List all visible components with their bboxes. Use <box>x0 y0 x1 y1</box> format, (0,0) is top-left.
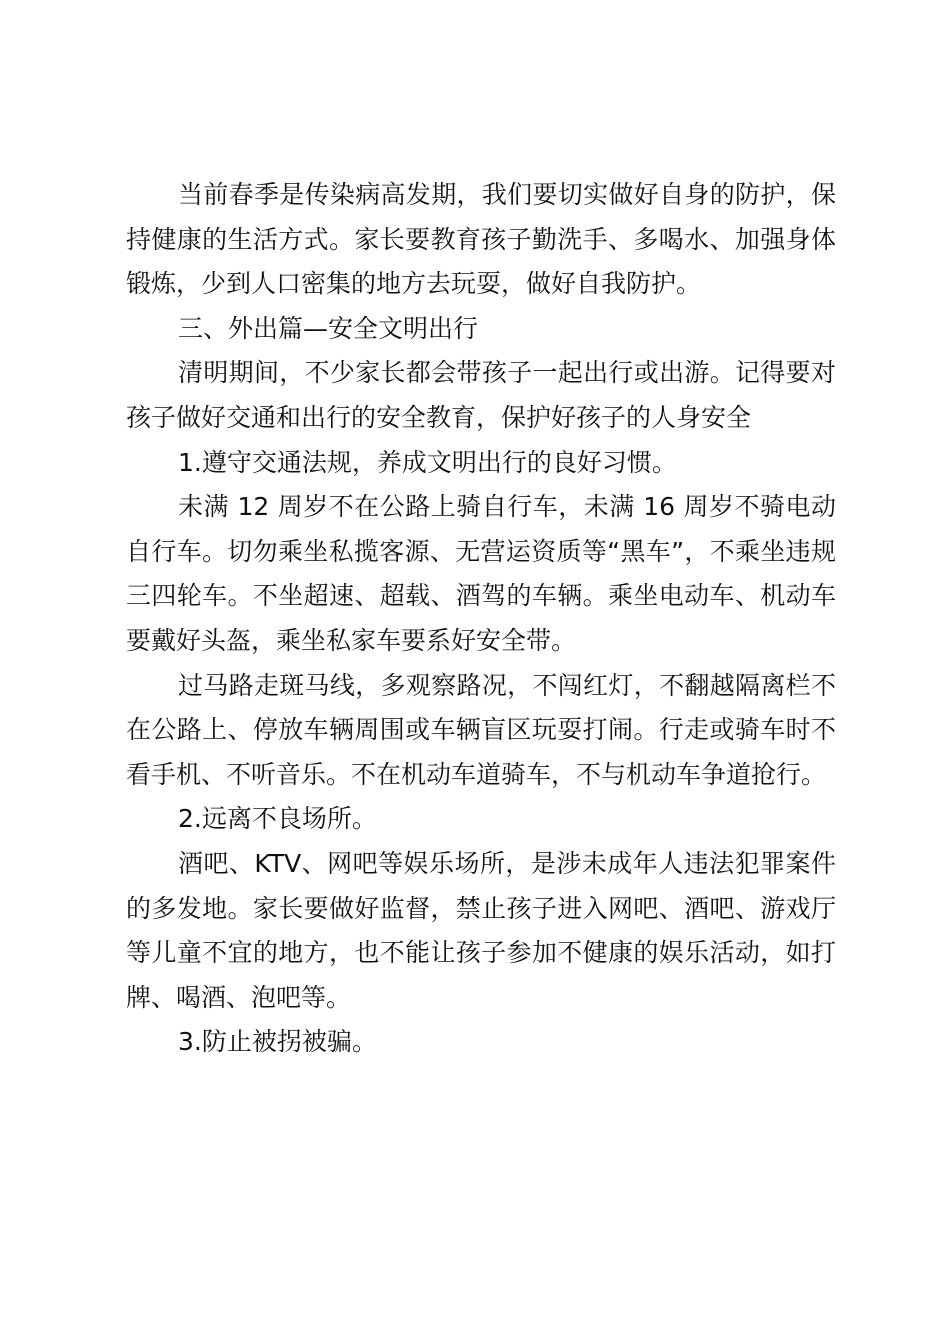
item-heading-anti-abduction: 3.防止被拐被骗。 <box>178 1027 377 1057</box>
paragraph-qingming-travel: 清明期间，不少家长都会带孩子一起出行或出游。记得要对孩子做好交通和出行的安全教育，保护好孩子的人身安全 <box>126 358 836 432</box>
paragraph-cycling-age-rules: 未满 12 周岁不在公路上骑自行车，未满 16 周岁不骑电动自行车。切勿乘坐私揽客源、无营运资质等“黑车”，不乘坐违规三四轮车。不坐超速、超载、酒驾的车辆。乘坐电动车、机动车要戴好头盔，乘坐私家车要系好安全带。 <box>126 492 836 655</box>
paragraph-entertainment-venues: 酒吧、KTV、网吧等娱乐场所，是涉未成年人违法犯罪案件的多发地。家长要做好监督，禁止孩子进入网吧、酒吧、游戏厅等儿童不宜的地方，也不能让孩子参加不健康的娱乐活动，如打牌、喝酒、泡吧等。 <box>126 848 836 1012</box>
item-heading-traffic-rules: 1.遵守交通法规，养成文明出行的良好习惯。 <box>178 447 677 477</box>
paragraph-road-crossing: 过马路走斑马线，多观察路况，不闯红灯，不翻越隔离栏不在公路上、停放车辆周围或车辆盲区玩耍打闹。行走或骑车时不看手机、不听音乐。不在机动车道骑车，不与机动车争道抢行。 <box>126 670 836 789</box>
document-body <box>126 173 836 1065</box>
paragraph-epidemic-prevention: 当前春季是传染病高发期，我们要切实做好自身的防护，保持健康的生活方式。家长要教育孩子勤洗手、多喝水、加强身体锻炼，少到人口密集的地方去玩耍，做好自我防护。 <box>126 180 836 299</box>
section-heading-outing: 三、外出篇—安全文明出行 <box>178 313 479 343</box>
item-heading-avoid-venues: 2.远离不良场所。 <box>178 804 377 834</box>
